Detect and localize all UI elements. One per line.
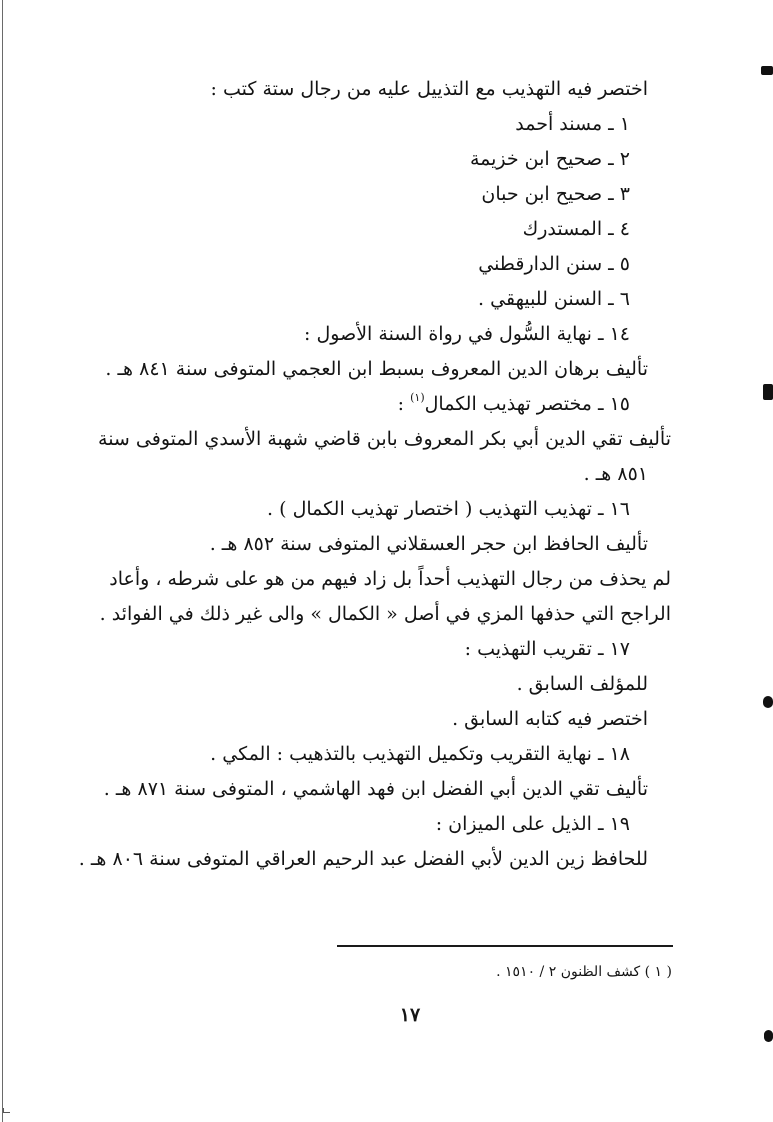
scan-mark: [764, 1030, 773, 1042]
list-item: ٥ ـ سنن الدارقطني: [478, 253, 630, 275]
list-item: ١ ـ مسند أحمد: [515, 113, 630, 135]
entry-heading: ١٦ ـ تهذيب التهذيب ( اختصار تهذيب الكمال ) .: [267, 498, 630, 520]
list-item: ٢ ـ صحيح ابن خزيمة: [469, 148, 630, 170]
list-item: ٣ ـ صحيح ابن حبان: [481, 183, 630, 205]
footnote-divider: [337, 945, 673, 947]
entry-heading: ١٨ ـ نهاية التقريب وتكميل التهذيب بالتذهيب : المكي .: [210, 743, 630, 765]
page-edge: [2, 0, 3, 1122]
scan-mark: [763, 384, 773, 400]
entry-author: تأليف برهان الدين المعروف بسبط ابن العجمي المتوفى سنة ٨٤١ هـ .: [105, 358, 648, 380]
entry-author: تأليف تقي الدين أبي بكر المعروف بابن قاضي شهبة الأسدي المتوفى سنة: [98, 428, 671, 450]
crop-mark: [3, 1108, 10, 1113]
entry-heading: ١٤ ـ نهاية السُّول في رواة السنة الأصول :: [304, 323, 630, 345]
footnote: ( ١ ) كشف الظنون ٢ / ١٥١٠ .: [496, 964, 672, 980]
entry-heading-text: ١٥ ـ مختصر تهذيب الكمال: [424, 393, 630, 415]
entry-author-continued: ٨٥١ هـ .: [583, 463, 648, 485]
entry-author: تأليف تقي الدين أبي الفضل ابن فهد الهاشمي ، المتوفى سنة ٨٧١ هـ .: [103, 778, 648, 800]
scan-mark: [763, 696, 773, 708]
entry-description: اختصر فيه كتابه السابق .: [452, 708, 648, 730]
entry-description: لم يحذف من رجال التهذيب أحداً بل زاد فيهم من هو على شرطه ، وأعاد: [109, 568, 671, 590]
entry-heading: [110, 387, 648, 422]
page-number: ١٧: [399, 1004, 421, 1026]
entry-description-continued: الراجح التي حذفها المزي في أصل « الكمال » والى غير ذلك في الفوائد .: [99, 603, 671, 625]
entry-author: تأليف الحافظ ابن حجر العسقلاني المتوفى سنة ٨٥٢ هـ .: [209, 533, 648, 555]
heading-colon: :: [397, 393, 411, 415]
entry-author: للحافظ زين الدين لأبي الفضل عبد الرحيم العراقي المتوفى سنة ٨٠٦ هـ .: [78, 848, 648, 870]
book-page-body: [78, 72, 671, 877]
list-item: ٦ ـ السنن للبيهقي .: [478, 288, 630, 310]
footnote-ref: (١): [410, 390, 425, 404]
entry-heading: ١٧ ـ تقريب التهذيب :: [464, 638, 630, 660]
entry-author: للمؤلف السابق .: [516, 673, 648, 695]
list-item: ٤ ـ المستدرك: [522, 218, 630, 240]
text-line: اختصر فيه التهذيب مع التذييل عليه من رجال ستة كتب :: [210, 78, 648, 100]
entry-heading: ١٩ ـ الذيل على الميزان :: [435, 813, 630, 835]
scan-mark: [761, 66, 773, 75]
